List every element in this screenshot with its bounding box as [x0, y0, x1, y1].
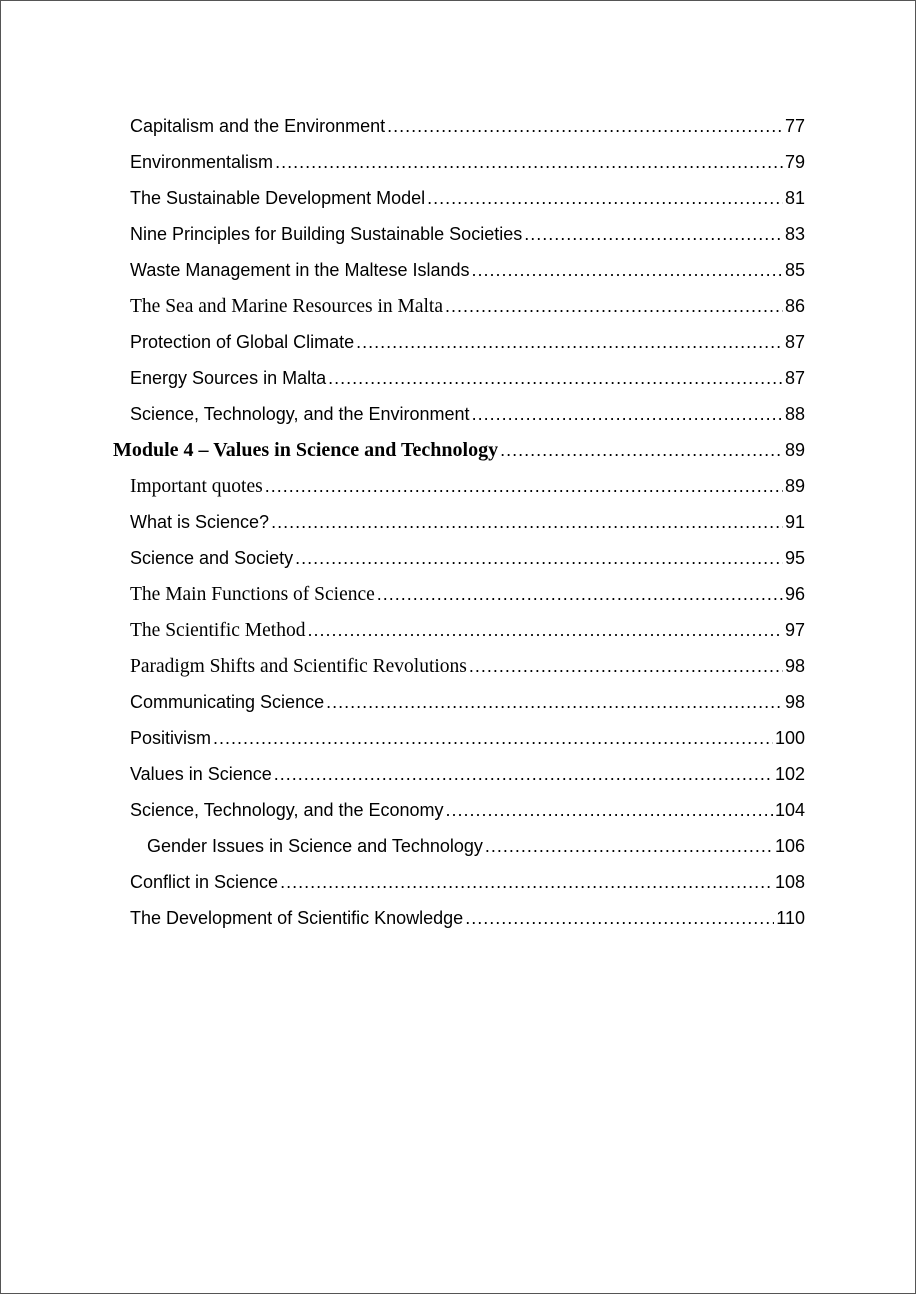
toc-entry[interactable] [113, 108, 805, 144]
toc-entry-page: 85 [784, 260, 805, 280]
toc-entry-title: Waste Management in the Maltese Islands [130, 260, 470, 280]
toc-entry-title: Nine Principles for Building Sustainable Societies [130, 224, 523, 244]
toc-entry-page: 100 [774, 728, 805, 748]
toc-entry[interactable] [113, 864, 805, 900]
dot-leader [500, 432, 783, 468]
dot-leader [271, 504, 783, 540]
toc-entry[interactable] [113, 684, 805, 720]
toc-entry-title: Module 4 – Values in Science and Technology [113, 439, 499, 461]
dot-leader [326, 684, 783, 720]
toc-entry-page: 98 [784, 656, 805, 676]
toc-entry-title: The Scientific Method [130, 620, 306, 641]
toc-entry[interactable] [113, 504, 805, 540]
dot-leader [307, 612, 783, 648]
toc-entry-page: 77 [784, 116, 805, 136]
toc-entry-title: Conflict in Science [130, 872, 279, 892]
toc-entry-page: 106 [774, 836, 805, 856]
toc-entry[interactable] [113, 144, 805, 180]
toc-entry-page: 87 [784, 368, 805, 388]
dot-leader [328, 360, 783, 396]
dot-leader [469, 648, 783, 684]
dot-leader [485, 828, 773, 864]
toc-entry[interactable] [113, 396, 805, 432]
toc-entry-title: Capitalism and the Environment [130, 116, 386, 136]
toc-entry-title: Paradigm Shifts and Scientific Revolutions [130, 656, 467, 677]
toc-entry-title: Values in Science [130, 764, 272, 784]
toc-entry-title: Gender Issues in Science and Technology [147, 836, 483, 856]
toc-entry-title: Positivism [130, 728, 212, 748]
dot-leader [387, 108, 783, 144]
toc-entry-page: 87 [784, 332, 805, 352]
toc-entry-title: Protection of Global Climate [130, 332, 355, 352]
dot-leader [265, 468, 783, 504]
toc-entry-page: 98 [784, 692, 805, 712]
toc-entry-page: 110 [776, 908, 805, 928]
dot-leader [356, 324, 783, 360]
dot-leader [472, 396, 783, 432]
toc-entry-title: Important quotes [130, 476, 263, 497]
dot-leader [213, 720, 773, 756]
toc-entry[interactable] [113, 756, 805, 792]
toc-entry-page: 96 [784, 584, 805, 604]
dot-leader [274, 756, 773, 792]
toc-entry-page: 79 [784, 152, 805, 172]
dot-leader [465, 900, 774, 936]
toc-entry[interactable] [113, 648, 805, 684]
toc-entry-title: Communicating Science [130, 692, 325, 712]
toc-entry[interactable] [113, 576, 805, 612]
dot-leader [524, 216, 783, 252]
toc-entry-page: 104 [774, 800, 805, 820]
toc-entry[interactable] [113, 216, 805, 252]
toc-module-heading[interactable] [113, 432, 805, 468]
toc-entry[interactable] [113, 180, 805, 216]
toc-entry-title: The Development of Scientific Knowledge [130, 908, 464, 928]
toc-entry-title: Science, Technology, and the Environment [130, 404, 470, 424]
toc-subentry[interactable] [113, 828, 805, 864]
toc-entry-title: The Main Functions of Science [130, 584, 375, 605]
toc-entry[interactable] [113, 252, 805, 288]
dot-leader [427, 180, 783, 216]
toc-entry-title: Science and Society [130, 548, 294, 568]
toc-entry[interactable] [113, 540, 805, 576]
toc-entry-page: 81 [784, 188, 805, 208]
toc-entry-page: 83 [784, 224, 805, 244]
toc-entry-title: What is Science? [130, 512, 270, 532]
toc-entry-page: 89 [784, 476, 805, 496]
toc-entry-title: Environmentalism [130, 152, 274, 172]
dot-leader [275, 144, 783, 180]
toc-entry-page: 91 [784, 512, 805, 532]
dot-leader [472, 252, 783, 288]
toc-entry-title: Energy Sources in Malta [130, 368, 327, 388]
toc-entry-page: 86 [784, 296, 805, 316]
toc-entry-title: The Sea and Marine Resources in Malta [130, 296, 443, 317]
toc-entry-title: Science, Technology, and the Economy [130, 800, 444, 820]
toc-entry-title: The Sustainable Development Model [130, 188, 426, 208]
dot-leader [295, 540, 783, 576]
toc-entry-page: 95 [784, 548, 805, 568]
toc-entry-page: 88 [784, 404, 805, 424]
toc-entry-page: 97 [784, 620, 805, 640]
toc-entry[interactable] [113, 468, 805, 504]
toc-entry[interactable] [113, 324, 805, 360]
toc-entry[interactable] [113, 612, 805, 648]
toc-entry[interactable] [113, 288, 805, 324]
toc-entry[interactable] [113, 360, 805, 396]
toc-entry[interactable] [113, 792, 805, 828]
dot-leader [446, 792, 773, 828]
toc-entry-page: 102 [774, 764, 805, 784]
toc-entry-page: 89 [784, 440, 805, 460]
dot-leader [280, 864, 773, 900]
toc-entry-page: 108 [774, 872, 805, 892]
toc-entry[interactable] [113, 900, 805, 936]
toc-entry[interactable] [113, 720, 805, 756]
dot-leader [445, 288, 783, 324]
dot-leader [377, 576, 783, 612]
table-of-contents [113, 108, 805, 936]
